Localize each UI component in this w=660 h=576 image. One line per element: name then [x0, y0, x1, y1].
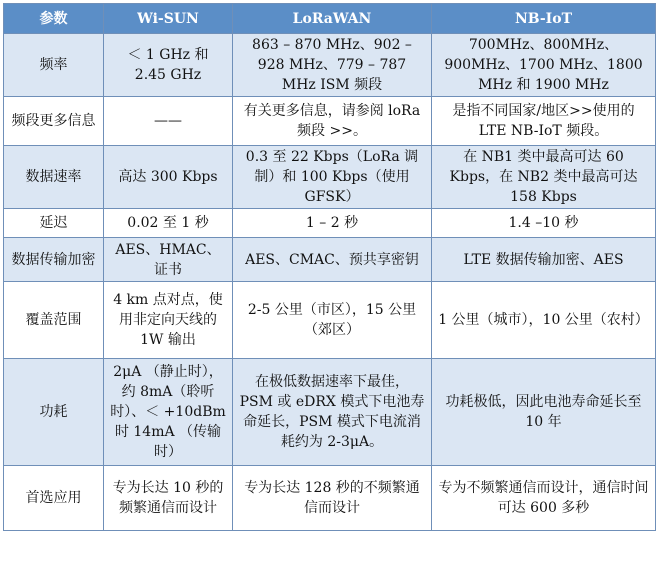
table-row [4, 359, 656, 466]
table-row [4, 209, 656, 238]
cell-wisun: 0.02 至 1 秒 [104, 209, 233, 238]
cell-wisun: 4 km 点对点，使用非定向天线的 1W 输出 [104, 282, 233, 359]
cell-lorawan: AES、CMAC、预共享密钥 [233, 238, 432, 282]
cell-wisun: 高达 300 Kbps [104, 146, 233, 209]
cell-wisun: ＜ 1 GHz 和 2.45 GHz [104, 34, 233, 97]
cell-lorawan: 专为长达 128 秒的不频繁通信而设计 [233, 466, 432, 531]
header-nbiot: NB-IoT [432, 4, 656, 34]
table-row [4, 34, 656, 97]
cell-nbiot: 功耗极低，因此电池寿命延长至 10 年 [432, 359, 656, 466]
row-label: 首选应用 [4, 466, 104, 531]
header-wisun: Wi-SUN [104, 4, 233, 34]
header-row [4, 4, 656, 34]
cell-lorawan: 有关更多信息，请参阅 loRa 频段 >>。 [233, 97, 432, 146]
cell-nbiot: 1 公里（城市），10 公里（农村） [432, 282, 656, 359]
cell-wisun: 专为长达 10 秒的频繁通信而设计 [104, 466, 233, 531]
cell-nbiot: 700MHz、800MHz、900MHz、1700 MHz、1800 MHz 和 1900 MHz [432, 34, 656, 97]
cell-nbiot: LTE 数据传输加密、AES [432, 238, 656, 282]
header-lorawan: LoRaWAN [233, 4, 432, 34]
row-label: 频率 [4, 34, 104, 97]
row-label: 频段更多信息 [4, 97, 104, 146]
row-label: 覆盖范围 [4, 282, 104, 359]
cell-lorawan: 0.3 至 22 Kbps（LoRa 调制）和 100 Kbps（使用 GFSK） [233, 146, 432, 209]
cell-lorawan: 2-5 公里（市区），15 公里（郊区） [233, 282, 432, 359]
row-label: 功耗 [4, 359, 104, 466]
cell-nbiot: 在 NB1 类中最高可达 60 Kbps，在 NB2 类中最高可达 158 Kbps [432, 146, 656, 209]
row-label: 数据传输加密 [4, 238, 104, 282]
table-row [4, 466, 656, 531]
table-row [4, 146, 656, 209]
cell-lorawan: 在极低数据速率下最佳，PSM 或 eDRX 模式下电池寿命延长，PSM 模式下电流消耗约为 2-3μA。 [233, 359, 432, 466]
table-row [4, 282, 656, 359]
cell-nbiot: 专为不频繁通信而设计，通信时间可达 600 多秒 [432, 466, 656, 531]
cell-wisun: 2μA （静止时），约 8mA（聆听时）、＜ +10dBm 时 14mA （传输时） [104, 359, 233, 466]
table-row [4, 97, 656, 146]
cell-nbiot: 1.4 –10 秒 [432, 209, 656, 238]
cell-wisun: —— [104, 97, 233, 146]
table-row [4, 238, 656, 282]
row-label: 延迟 [4, 209, 104, 238]
row-label: 数据速率 [4, 146, 104, 209]
cell-lorawan: 1 – 2 秒 [233, 209, 432, 238]
comparison-table [3, 3, 656, 531]
header-param: 参数 [4, 4, 104, 34]
cell-lorawan: 863 – 870 MHz、902 – 928 MHz、779 – 787 MHz ISM 频段 [233, 34, 432, 97]
cell-nbiot: 是指不同国家/地区>>使用的 LTE NB-IoT 频段。 [432, 97, 656, 146]
cell-wisun: AES、HMAC、证书 [104, 238, 233, 282]
